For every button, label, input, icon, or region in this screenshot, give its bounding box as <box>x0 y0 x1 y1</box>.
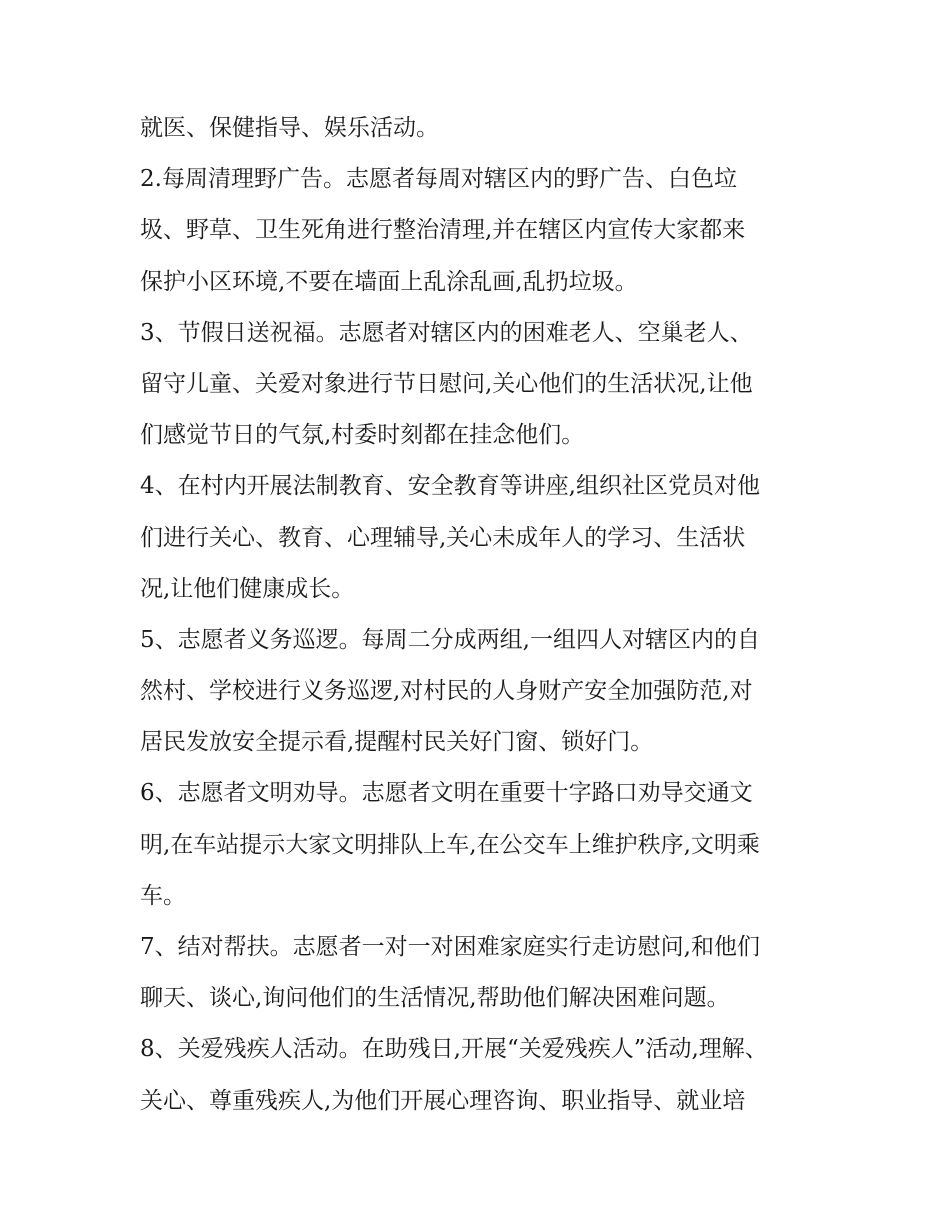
text-line: 4、在村内开展法制教育、安全教育等讲座,组织社区党员对他 <box>140 473 760 500</box>
text-line: 留守儿童、关爱对象进行节日慰问,关心他们的生活状况,让他 <box>140 370 753 397</box>
text-line: 6、志愿者文明劝导。志愿者文明在重要十字路口劝导交通文 <box>140 780 753 807</box>
text-line: 关心、尊重残疾人,为他们开展心理咨询、职业指导、就业培 <box>140 1087 746 1114</box>
text-line: 8、关爱残疾人活动。在助残日,开展“关爱残疾人”活动,理解、 <box>140 1036 768 1063</box>
text-line: 5、志愿者义务巡逻。每周二分成两组,一组四人对辖区内的自 <box>140 626 760 653</box>
text-line: 们感觉节日的气氛,村委时刻都在挂念他们。 <box>140 422 585 449</box>
text-line: 保护小区环境,不要在墙面上乱涂乱画,乱扔垃圾。 <box>140 268 638 295</box>
text-line: 居民发放安全提示看,提醒村民关好门窗、锁好门。 <box>140 729 654 756</box>
text-line: 圾、野草、卫生死角进行整治清理,并在辖区内宣传大家都来 <box>140 217 746 244</box>
document-body <box>140 103 810 1127</box>
text-line: 聊天、谈心,询问他们的生活情况,帮助他们解决困难问题。 <box>140 985 730 1012</box>
text-line: 况,让他们健康成长。 <box>140 575 355 602</box>
text-line: 7、结对帮扶。志愿者一对一对困难家庭实行走访慰问,和他们 <box>140 934 760 960</box>
text-line: 明,在车站提示大家文明排队上车,在公交车上维护秩序,文明乘 <box>140 831 760 858</box>
text-line: 们进行关心、教育、心理辅导,关心未成年人的学习、生活状 <box>140 524 746 551</box>
text-line: 3、节假日送祝福。志愿者对辖区内的困难老人、空巢老人、 <box>140 319 753 346</box>
text-line: 就医、保健指导、娱乐活动。 <box>140 115 439 141</box>
text-line: 然村、学校进行义务巡逻,对村民的人身财产安全加强防范,对 <box>140 678 753 705</box>
text-line: 车。 <box>140 882 186 909</box>
text-line: 2.每周清理野广告。志愿者每周对辖区内的野广告、白色垃 <box>140 166 737 193</box>
